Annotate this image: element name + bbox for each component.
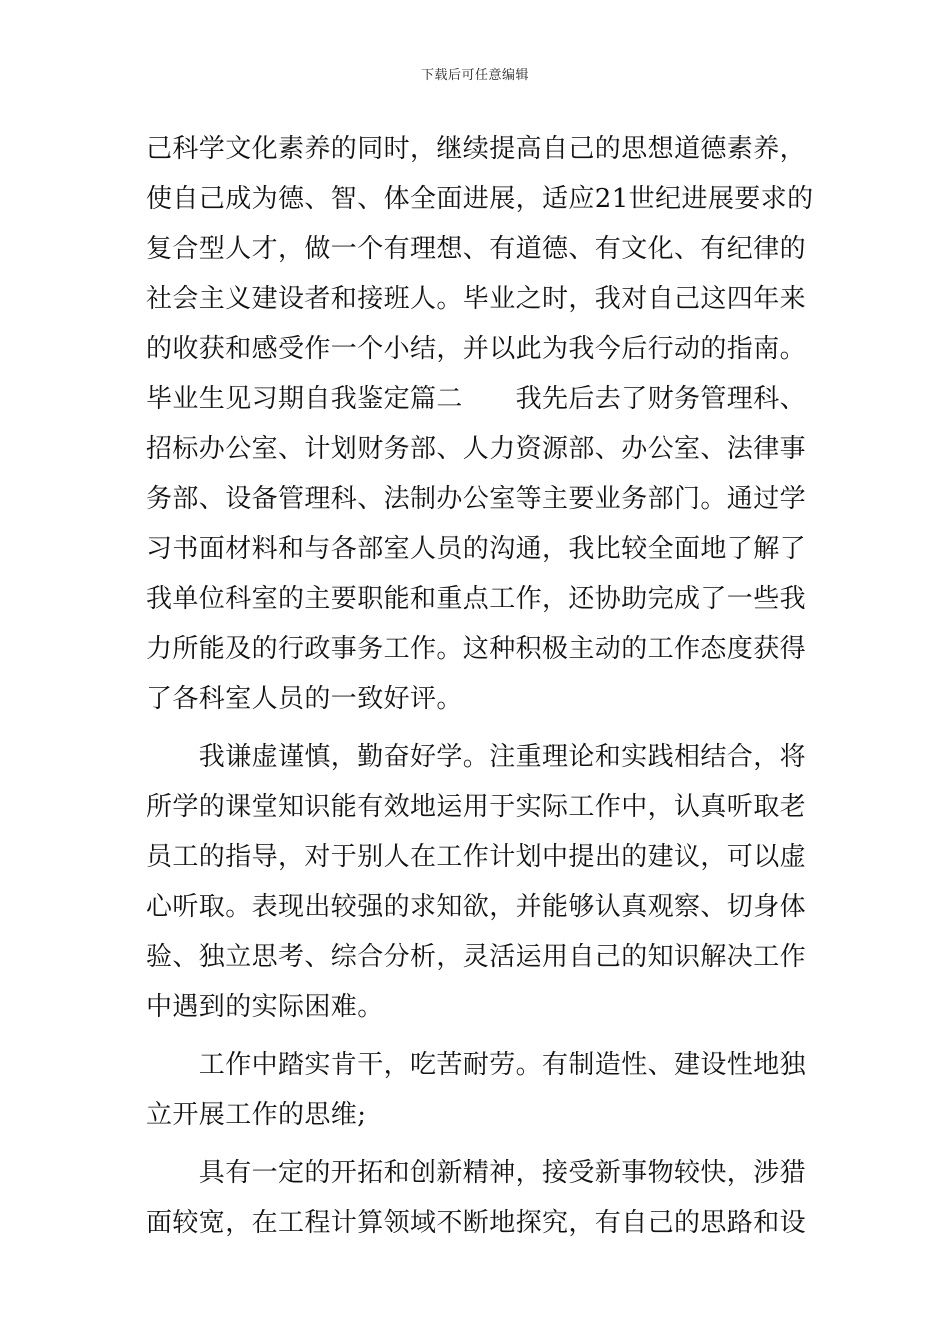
text-line: 立开展工作的思维; [146,1100,367,1130]
text-line: 工作中踏实肯干，吃苦耐劳。有制造性、建设性地独 [146,1050,807,1080]
text-line: 了各科室人员的一致好评。 [146,684,463,714]
text-line: 力所能及的行政事务工作。这种积极主动的工作态度获得 [146,634,807,664]
paragraph-gap [146,724,808,732]
text-line: 验、独立思考、综合分析，灵活运用自己的知识解决工作 [146,942,807,972]
document-body [146,124,814,1248]
text-line: 习书面材料和与各部室人员的沟通，我比较全面地了解了 [146,534,807,564]
text-line: 员工的指导，对于别人在工作计划中提出的建议，可以虚 [146,842,807,872]
text-line: 务部、设备管理科、法制办公室等主要业务部门。通过学 [146,484,807,514]
text-line: 我谦虚谨慎，勤奋好学。注重理论和实践相结合，将 [146,742,807,772]
text-line: 所学的课堂知识能有效地运用于实际工作中，认真听取老 [146,792,807,822]
text-line: 心听取。表现出较强的求知欲，并能够认真观察、切身体 [146,892,807,922]
text-line: 复合型人才，做一个有理想、有道德、有文化、有纪律的 [146,234,807,264]
text-line: 面较宽，在工程计算领域不断地探究，有自己的思路和设 [146,1208,807,1238]
text-line: 中遇到的实际困难。 [146,992,384,1022]
paragraph-gap [146,1140,808,1148]
text-line: 的收获和感受作一个小结，并以此为我今后行动的指南。 [146,334,807,364]
text-line: 使自己成为德、智、体全面进展，适应21世纪进展要求的 [146,184,814,214]
section-heading-line: 毕业生见习期自我鉴定篇二 我先后去了财务管理科、 [146,384,807,414]
text-line: 社会主义建设者和接班人。毕业之时，我对自己这四年来 [146,284,807,314]
text-line: 我单位科室的主要职能和重点工作，还协助完成了一些我 [146,584,807,614]
page-header: 下载后可任意编辑 [420,68,529,83]
text-line: 己科学文化素养的同时，继续提高自己的思想道德素养， [146,134,807,164]
text-line: 具有一定的开拓和创新精神，接受新事物较快，涉猎 [146,1158,807,1188]
paragraph-gap [146,1032,808,1040]
text-line: 招标办公室、计划财务部、人力资源部、办公室、法律事 [146,434,807,464]
